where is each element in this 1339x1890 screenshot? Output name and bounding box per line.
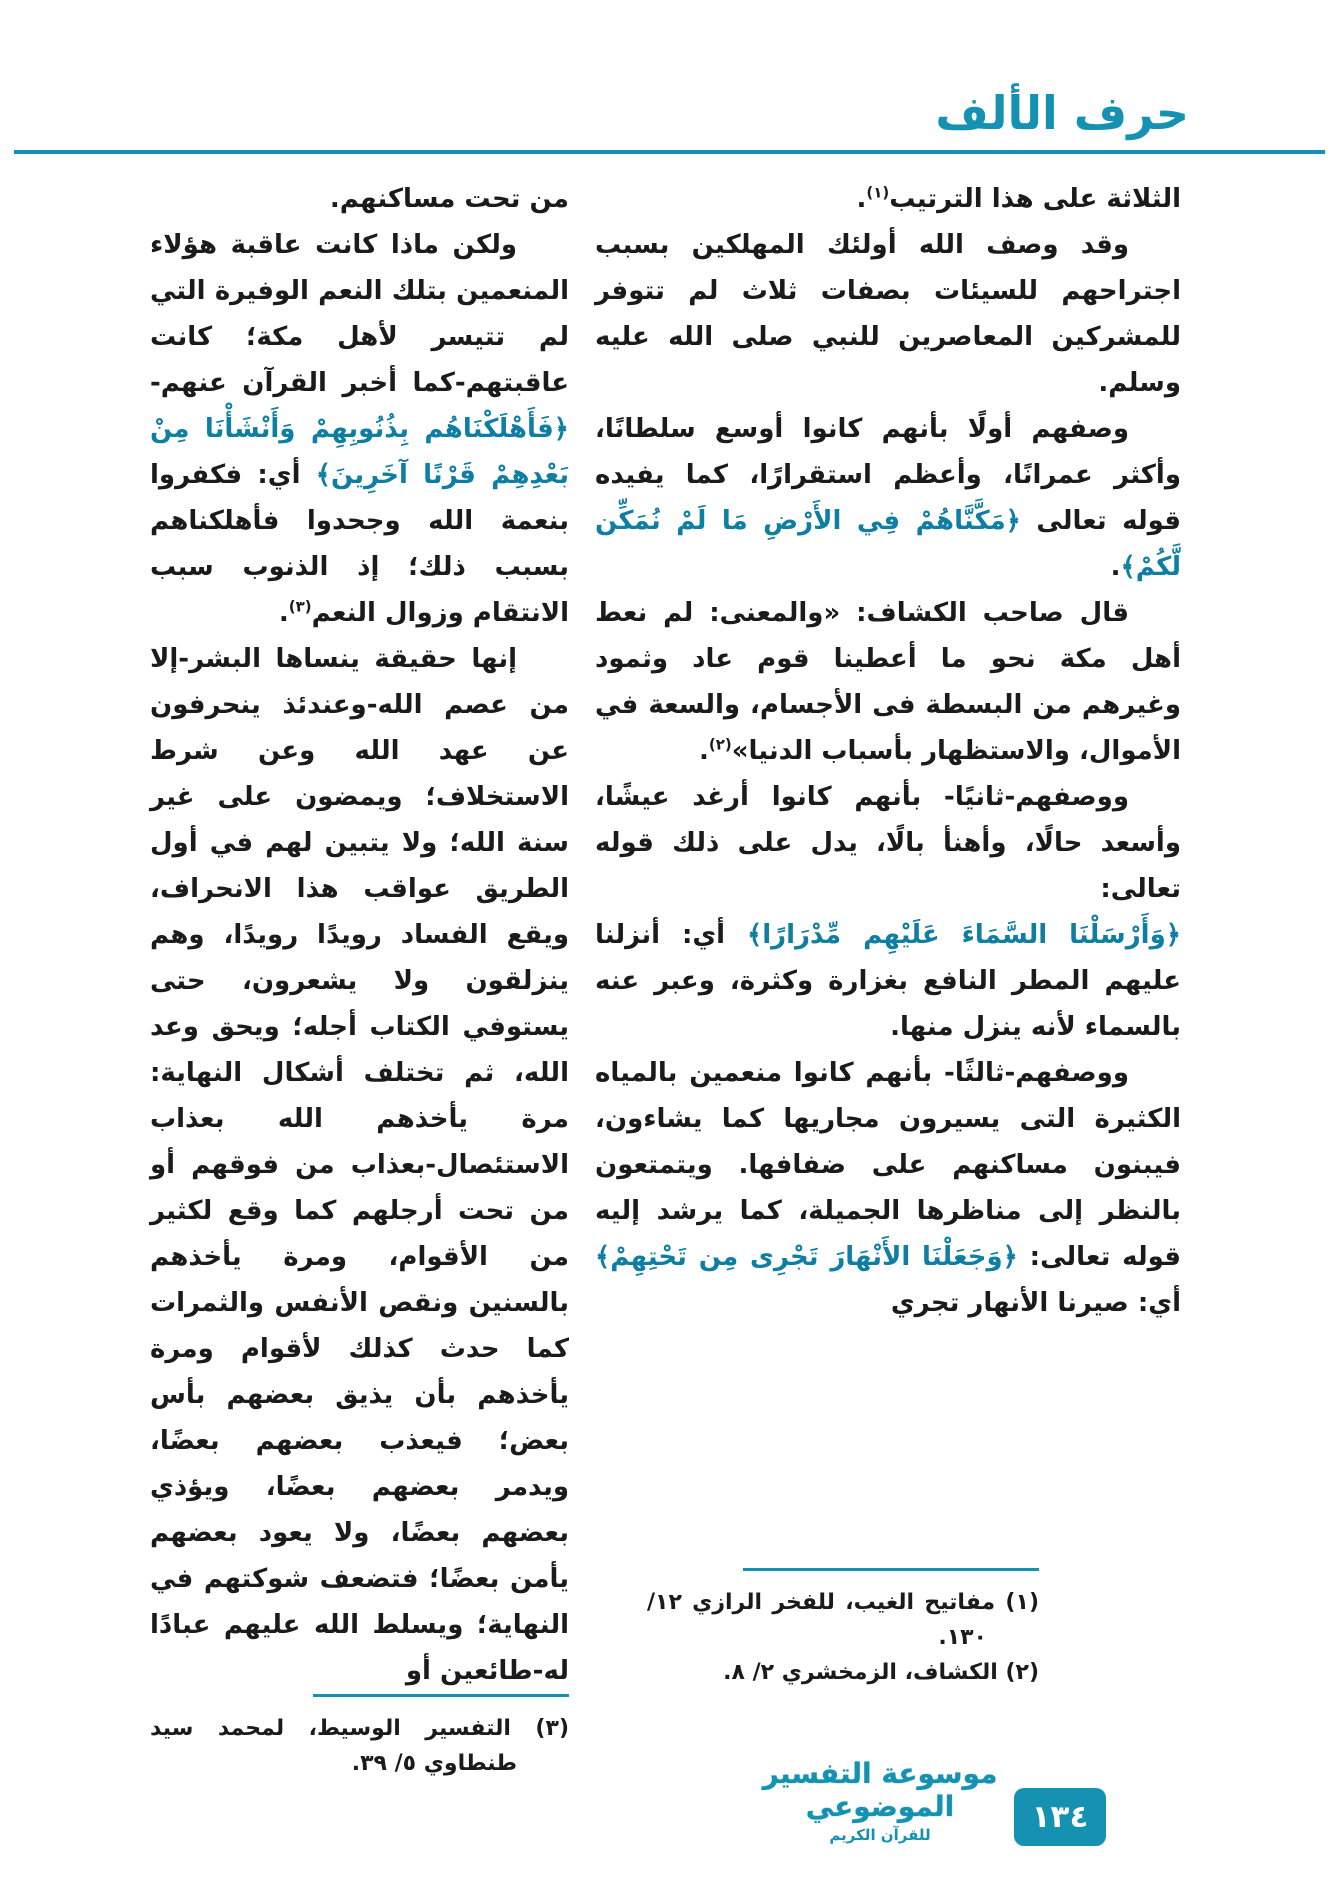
footnote [647,1585,1039,1655]
quran-verse: ﴿وَجَعَلْنَا الأَنْهَارَ تَجْرِى مِن تَحْتِهِمْ﴾ [595,1242,1018,1272]
footnote-list [647,1585,1039,1690]
text-run: . [278,598,289,628]
column-left-footnotes [150,1694,569,1781]
text-run: وقد وصف الله أولئك المهلكين بسبب اجتراحهم للسيئات بصفات ثلاث لم تتوفر للمشركين المعاصرين للنبي صلى الله عليه وسلم. [595,230,1181,398]
text-run: قال صاحب الكشاف: «والمعنى: لم نعط أهل مكة نحو ما أعطينا قوم عاد وثمود وغيرهم من البسطة فى الأجسام، والسعة في الأموال، والاستظهار بأسباب الدنيا» [595,598,1181,766]
footnote-number: (٣) [510,1716,569,1741]
text-run: وصفهم أولًا بأنهم كانوا أوسع سلطانًا، وأكثر عمرانًا، وأعظم استقرارًا، كما يفيده قوله تعالى [595,414,1181,536]
text-run: أي: أنزلنا عليهم المطر النافع بغزارة وكثرة، وعبر عنه بالسماء لأنه ينزل منها. [595,920,1181,1042]
footnote-ref: (٣) [288,597,312,616]
column-right-footnotes [647,1568,1039,1690]
publisher-logo [758,1758,1002,1844]
column-right-body [595,176,1181,1326]
text-run: ووصفهم-ثالثًا- بأنهم كانوا منعمين بالمياه الكثيرة التى يسيرون مجاريها كما يشاءون، فيبنون مساكنهم على ضفافها. ويتمتعون بالنظر إلى مناظرها الجميلة، كما يرشد إليه قوله تعالى: [595,1058,1181,1272]
footnote-separator [313,1694,569,1697]
footnote [150,1711,569,1781]
text-run: ووصفهم-ثانيًا- بأنهم كانوا أرغد عيشًا، وأسعد حالًا، وأهنأ بالًا، يدل على ذلك قوله تعالى: [595,782,1181,904]
text-run: الثلاثة على هذا الترتيب [889,184,1181,214]
footnote-text: مفاتيح الغيب، للفخر الرازي ١٢/ ١٣٠. [647,1590,996,1650]
paragraph [595,912,1181,1050]
text-run: . [698,736,709,766]
page-content [150,176,1181,1776]
column-right [595,176,1181,1690]
paragraph [150,636,569,1694]
paragraph [595,406,1181,590]
publisher-logo-title: موسوعة التفسير الموضوعي [762,1757,998,1823]
footnote-list [150,1711,569,1781]
footnote-ref: (١) [866,183,890,202]
text-run: . [856,184,867,214]
footnote-separator [743,1568,1039,1571]
paragraph [595,590,1181,774]
quran-verse: ﴿فَأَهْلَكْنَاهُم بِذُنُوبِهِمْ وَأَنْشَأْنَا مِنْ بَعْدِهِمْ قَرْنًا آخَرِينَ﴾ [150,414,569,490]
chapter-header: حرف الألف [935,86,1189,140]
text-run: أي: فكفروا بنعمة الله وجحدوا فأهلكناهم بسبب ذلك؛ إذ الذنوب سبب الانتقام وزوال النعم [150,460,569,628]
text-run: إنها حقيقة ينساها البشر-إلا من عصم الله-وعندئذ ينحرفون عن عهد الله وعن شرط الاستخلاف؛ ويمضون على غير سنة الله؛ ولا يتبين لهم في أول الطريق عواقب هذا الانحراف، ويقع الفساد رويدًا رويدًا، وهم ينزلقون ولا يشعرون، حتى يستوفي الكتاب أجله؛ ويحق وعد الله، ثم تختلف أشكال النهاية: مرة يأخذهم الله بعذاب الاستئصال-بعذاب من فوقهم أو من تحت أرجلهم كما وقع لكثير من الأقوام، ومرة يأخذهم بالسنين ونقص الأنفس والثمرات كما حدث كذلك لأقوام ومرة يأخذهم بأن يذيق بعضهم بأس بعض؛ فيعذب بعضهم بعضًا، ويدمر بعضهم بعضًا، ويؤذي بعضهم بعضًا، ولا يعود بعضهم يأمن بعضًا؛ فتضعف شوكتهم في النهاية؛ ويسلط الله عليهم عبادًا له-طائعين أو [150,644,569,1686]
footnote-number: (١) [995,1590,1039,1615]
column-left-body [150,176,569,1694]
quran-verse: ﴿مَكَّنَّاهُمْ فِي الأَرْضِ مَا لَمْ نُمَكِّن لَّكُمْ﴾ [595,506,1181,582]
text-run: أي: صيرنا الأنهار تجري [890,1288,1181,1318]
text-run: من تحت مساكنهم. [329,184,569,214]
text-run: . [1110,552,1121,582]
footnote [647,1655,1039,1690]
publisher-logo-subtitle: للقرآن الكريم [829,1825,931,1844]
paragraph [595,1050,1181,1326]
quran-verse: ﴿وَأَرْسَلْنَا السَّمَاءَ عَلَيْهِم مِّدْرَارًا﴾ [747,920,1181,950]
paragraph [150,176,569,222]
column-left [150,176,569,1776]
page-number-badge: ١٣٤ [1014,1788,1106,1846]
footnote-ref: (٢) [708,735,732,754]
footnote-text: التفسير الوسيط، لمحمد سيد طنطاوي ٥/ ٣٩. [150,1716,517,1776]
footnote-number: (٢) [997,1660,1039,1685]
paragraph [595,774,1181,912]
paragraph [595,176,1181,222]
text-run: ولكن ماذا كانت عاقبة هؤلاء المنعمين بتلك النعم الوفيرة التي لم تتيسر لأهل مكة؛ كانت عاقبتهم-كما أخبر القرآن عنهم- [150,230,569,398]
paragraph [150,222,569,636]
header-divider [14,150,1325,154]
footnote-text: الكشاف، الزمخشري ٢/ ٨. [723,1660,998,1685]
paragraph [595,222,1181,406]
